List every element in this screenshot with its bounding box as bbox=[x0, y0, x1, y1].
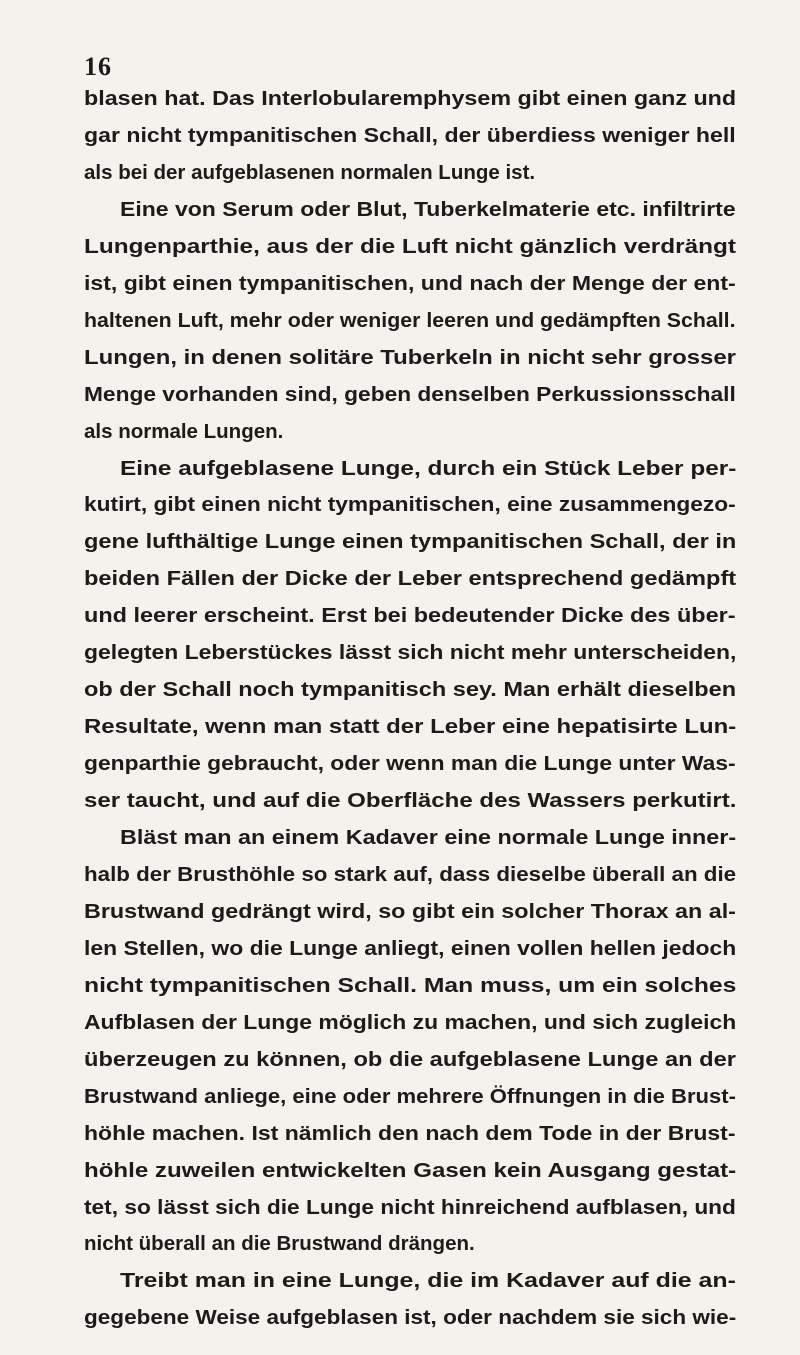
text-line: Aufblasen der Lunge möglich zu machen, und sich zugleich bbox=[84, 1010, 737, 1034]
text-line: Eine von Serum oder Blut, Tuberkelmaterie etc. infiltrirte bbox=[120, 197, 736, 221]
text-line: gegebene Weise aufgeblasen ist, oder nachdem sie sich wie- bbox=[84, 1306, 737, 1330]
text-line: ob der Schall noch tympanitisch sey. Man erhält dieselben bbox=[84, 678, 737, 702]
text-line: als normale Lungen. bbox=[84, 419, 284, 443]
text-line: höhle zuweilen entwickelten Gasen kein Ausgang gestat- bbox=[84, 1158, 737, 1182]
text-line: Resultate, wenn man statt der Leber eine hepatisirte Lun- bbox=[84, 715, 737, 739]
text-line: Bläst man an einem Kadaver eine normale Lunge inner- bbox=[120, 826, 737, 849]
text-line: als bei der aufgeblasenen normalen Lunge ist. bbox=[84, 160, 536, 184]
text-line: Eine aufgeblasene Lunge, durch ein Stück Leber per- bbox=[120, 456, 737, 480]
text-line: Menge vorhanden sind, geben denselben Perkussionsschall bbox=[84, 382, 736, 406]
text-line: nicht überall an die Brustwand drängen. bbox=[84, 1232, 475, 1256]
text-line: ist, gibt einen tympanitischen, und nach der Menge der ent- bbox=[84, 271, 736, 295]
text-line: nicht tympanitischen Schall. Man muss, um ein solches bbox=[84, 973, 737, 997]
text-line: gar nicht tympanitischen Schall, der überdiess weniger hell bbox=[84, 123, 736, 147]
text-line: beiden Fällen der Dicke der Leber entsprechend gedämpft bbox=[84, 567, 737, 591]
text-line: Lungen, in denen solitäre Tuberkeln in nicht sehr grosser bbox=[84, 345, 736, 369]
text-line: überzeugen zu können, ob die aufgeblasene Lunge an der bbox=[84, 1047, 736, 1071]
text-line: Brustwand gedrängt wird, so gibt ein solcher Thorax an al- bbox=[84, 899, 736, 923]
text-line: genparthie gebraucht, oder wenn man die Lunge unter Was- bbox=[84, 752, 736, 776]
text-line: Treibt man in eine Lunge, die im Kadaver auf die an- bbox=[120, 1269, 736, 1293]
text-line: kutirt, gibt einen nicht tympanitischen, eine zusammengezo- bbox=[84, 493, 736, 517]
text-line: ser taucht, und auf die Oberfläche des Wassers perkutirt. bbox=[84, 789, 737, 813]
text-line: und leerer erscheint. Erst bei bedeutender Dicke des über- bbox=[84, 604, 736, 628]
page-number: 16 bbox=[84, 52, 112, 81]
text-line: Brustwand anliege, eine oder mehrere Öffnungen in die Brust- bbox=[84, 1084, 736, 1108]
text-line: Lungenparthie, aus der die Luft nicht gänzlich verdrängt bbox=[84, 234, 736, 258]
text-line: haltenen Luft, mehr oder weniger leeren und gedämpften Schall. bbox=[84, 308, 736, 332]
text-line: len Stellen, wo die Lunge anliegt, einen vollen hellen jedoch bbox=[84, 936, 737, 960]
text-line: tet, so lässt sich die Lunge nicht hinreichend aufblasen, und bbox=[84, 1195, 736, 1219]
text-line: höhle machen. Ist nämlich den nach dem Tode in der Brust- bbox=[84, 1121, 736, 1145]
text-line: halb der Brusthöhle so stark auf, dass dieselbe überall an die bbox=[84, 862, 737, 886]
text-line: blasen hat. Das Interlobularemphysem gibt einen ganz und bbox=[84, 87, 737, 110]
text-line: gelegten Leberstückes lässt sich nicht mehr unterscheiden, bbox=[84, 641, 737, 665]
text-line: gene lufthältige Lunge einen tympanitischen Schall, der in bbox=[84, 530, 737, 554]
